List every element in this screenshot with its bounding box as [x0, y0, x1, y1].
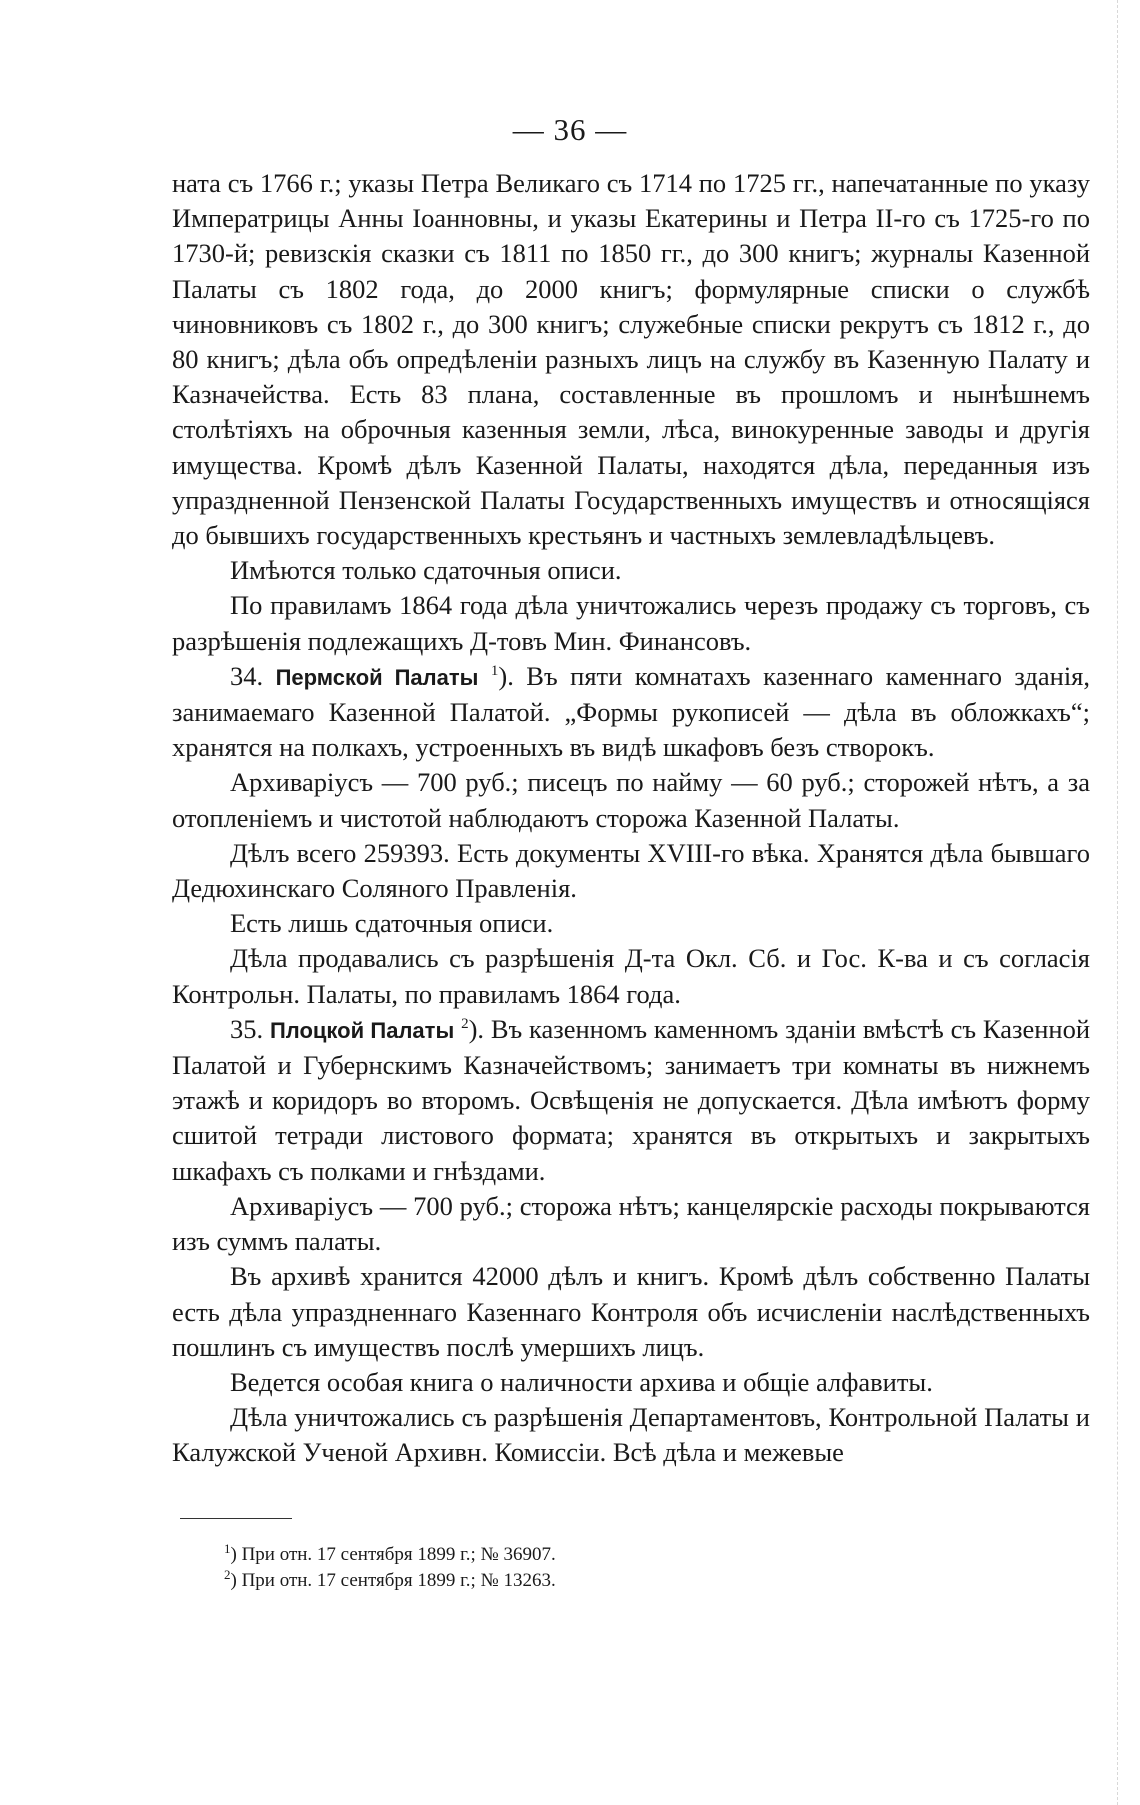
paragraph-text: Архиваріусъ — 700 руб.; сторожа нѣтъ; канцелярскіе расходы покрываются изъ суммъ палаты.	[172, 1190, 1090, 1257]
document-body	[172, 166, 1090, 1471]
paragraph-text: Дѣла уничтожались съ разрѣшенія Департаментовъ, Контрольной Палаты и Калужской Ученой Архивн. Комиссіи. Всѣ дѣла и межевые	[172, 1402, 1090, 1468]
paragraph-text: ната съ 1766 г.; указы Петра Великаго съ 1714 по 1725 гг., напечатанные по указу Императрицы Анны Іоанновны, и указы Екатерины и Петра II-го съ 1725-го по 1730-й; ревизскія сказки съ 1811 по 1850 гг., до 300 книгъ; журналы Казенной Палаты съ 1802 года, до 2000 книгъ; формулярные списки о службѣ чиновниковъ съ 1802 г., до 300 книгъ; служебные списки рекрутъ съ 1812 г., до 80 книгъ; дѣла объ опредѣленіи разныхъ лицъ на службу въ Казенную Палату и Казначейства. Есть 83 плана, составленные въ прошломъ и нынѣшнемъ столѣтіяхъ на оброчныя казенныя земли, лѣса, винокуренные заводы и другія имущества. Кромѣ дѣлъ Казенной Палаты, находятся дѣла, переданныя изъ упраздненной Пензенской Палаты Государственныхъ имуществъ и относящіяся до бывшихъ государственныхъ крестьянъ и частныхъ землевладѣльцевъ.	[172, 168, 1090, 551]
footnote-text: ) При отн. 17 сентября 1899 г.; № 13263.	[230, 1570, 556, 1591]
paragraph-text: Ведется особая книга о наличности архива и общіе алфавиты.	[230, 1366, 933, 1397]
section-paragraph-plotsk	[172, 1012, 1090, 1189]
paragraph	[172, 765, 1090, 835]
paragraph-text: Дѣлъ всего 259393. Есть документы XVIII-го вѣка. Хранятся дѣла бывшаго Дедюхинскаго Соляного Правленія.	[172, 837, 1090, 904]
section-heading: Пермской Палаты	[275, 664, 479, 690]
footnote-text: ) При отн. 17 сентября 1899 г.; № 36907.	[230, 1544, 556, 1565]
paragraph-text: ). Въ казенномъ каменномъ зданіи вмѣстѣ съ Казенной Палатой и Губернскимъ Казначействомъ; занимаетъ три комнаты въ нижнемъ этажѣ и коридоръ во второмъ. Освѣщенія не допускается. Дѣла имѣютъ форму сшитой тетради листового формата; хранятся въ открытыхъ и закрытыхъ шкафахъ съ полками и гнѣздами.	[172, 1013, 1091, 1186]
paragraph	[172, 1259, 1090, 1365]
footnote-ref: 1	[490, 662, 499, 679]
paragraph-text: Архиваріусъ — 700 руб.; писецъ по найму — 60 руб.; сторожей нѣтъ, а за отопленіемъ и чистотой наблюдаютъ сторожа Казенной Палаты.	[172, 767, 1090, 833]
footnote-ref: 2	[461, 1015, 469, 1032]
paragraph-text: По правиламъ 1864 года дѣла уничтожались черезъ продажу съ торговъ, съ разрѣшенія подлежащихъ Д-товъ Мин. Финансовъ.	[172, 590, 1090, 656]
footnote	[224, 1542, 924, 1568]
paragraph	[172, 1189, 1090, 1259]
paragraph-text: Есть лишь сдаточныя описи.	[230, 908, 554, 939]
section-heading: Плоцкой Палаты	[269, 1017, 455, 1043]
footnote-mark: 2	[224, 1567, 231, 1582]
footnote	[224, 1568, 924, 1594]
paragraph-text: ). Въ пяти комнатахъ казеннаго каменнаго зданія, занимаемаго Казенной Палатой. „Формы рукописей — дѣла въ обложкахъ“; хранятся на полкахъ, устроенныхъ въ видѣ шкафовъ безъ створокъ.	[172, 660, 1090, 763]
paragraph	[172, 836, 1090, 906]
paragraph	[172, 1400, 1090, 1470]
paragraph	[172, 588, 1090, 658]
page-number: — 36 —	[512, 112, 628, 147]
paragraph	[172, 553, 1090, 588]
footnote-divider	[180, 1518, 292, 1519]
scan-edge-line	[1117, 0, 1118, 1805]
paragraph-text: Имѣются только сдаточныя описи.	[230, 555, 622, 586]
paragraph	[172, 906, 1090, 941]
section-number: 34.	[230, 660, 264, 691]
paragraph-text: Дѣла продавались съ разрѣшенія Д-та Окл. Сб. и Гос. К-ва и съ согласія Контрольн. Палаты, по правиламъ 1864 года.	[172, 943, 1090, 1009]
paragraph-text: Въ архивѣ хранится 42000 дѣлъ и книгъ. Кромѣ дѣлъ собственно Палаты есть дѣла упраздненнаго Казеннаго Контроля объ исчисленіи наслѣдственныхъ пошлинъ съ имуществъ послѣ умершихъ лицъ.	[172, 1261, 1090, 1362]
section-number: 35.	[230, 1013, 264, 1044]
paragraph	[172, 166, 1090, 553]
paragraph	[172, 941, 1090, 1011]
footnote-mark: 1	[224, 1541, 231, 1556]
footnotes	[224, 1542, 924, 1594]
section-paragraph-perm	[172, 659, 1090, 766]
paragraph	[172, 1365, 1090, 1400]
